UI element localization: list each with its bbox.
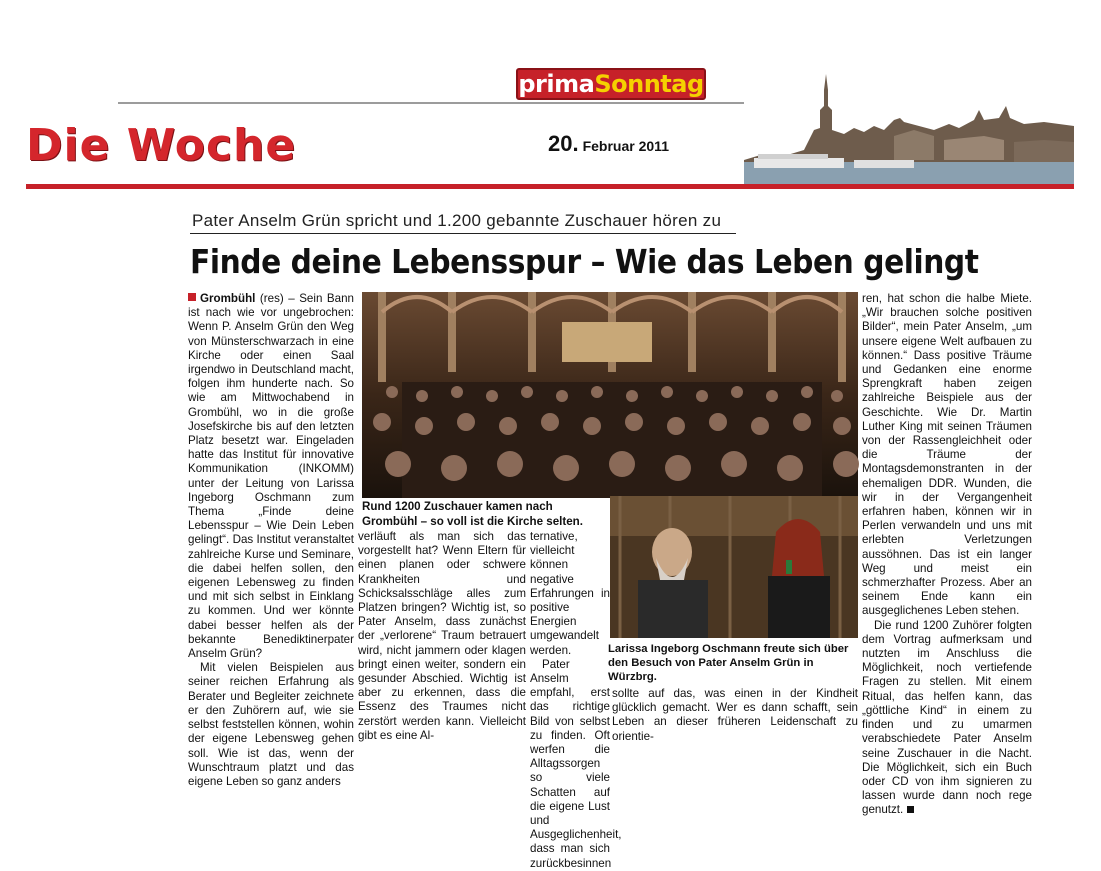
article-headline: Finde deine Lebensspur – Wie das Leben gelingt (190, 242, 979, 281)
church-photo-caption: Rund 1200 Zuschauer kamen nach Grombühl – so voll ist die Kirche selten. (362, 500, 583, 528)
logo-sonntag-text: Sonntag (594, 70, 704, 98)
col4-paragraph-2 (862, 619, 1032, 818)
col1-paragraph-1 (188, 292, 354, 661)
section-title: Die Woche (26, 120, 297, 171)
col1-paragraph-2: Mit vielen Beispielen aus seiner reichen Erfahrung als Berater und Begleiter zeichnete er den Zuhörern auf, wie sie selbst feststellen können, wohin der eigene Lebensweg gehen soll. Wie ist das, wenn der Wunschtraum platzt und das eigene Leben so ganz anders (188, 661, 354, 788)
location-marker-icon (188, 293, 196, 301)
article-column-4 (862, 292, 1032, 818)
col4-paragraph-2-text: Die rund 1200 Zuhörer folgten dem Vortrag aufmerksam und nutzten im Anschluss die Möglichkeit, noch vertiefende Fragen zu stellen. Mit einem Ritual, das helfen kann, das „göttliche Kind“ in einem zu finden und zu umarmen verabschiedete Pater Anselm seine Zuschauer in die Nacht. Die Möglichkeit, sich ein Buch oder CD von ihm signieren zu lassen wurde dann noch rege genutzt. (862, 618, 1032, 817)
article-column-1 (188, 292, 354, 789)
col3-paragraph-2: Pater Anselm empfahl, erst das richtige Bild von selbst zu finden. Oft werfen die Alltagssorgen so viele Schatten auf die eigene Lust und Ausgeglichenheit, dass man sich zurückbesinnen (530, 657, 622, 870)
speakers-photo (610, 496, 858, 638)
logo-prima-text: prima (518, 70, 595, 98)
col3-paragraph-1: ternative, vielleicht können negative Erfahrungen in positive Energien umgewandelt werden. (530, 530, 610, 657)
col4-paragraph-1: ren, hat schon die halbe Miete. „Wir brauchen solche positiven Bilder“, mein Pater Anselm, „um unsere eigene Welt aufbauen zu können.“ Dass positive Träume und Gedanken eine enorme Sprengkraft haben zeigen zahlreiche Beispiele aus der Geschichte. Wie Dr. Martin Luther King mit seinen Träumen von der Rassengleichheit oder die Träume der Montagsdemonstranten in der ehemaligen DDR. Wunden, die wir in der Vergangenheit erfahren haben, können wir in Perlen verwandeln und uns mit erlebten Verletzungen aussöhnen. Das ist ein langer Weg und meist ein schmerzhafter Prozess. Aber an seinem Ende kann ein ausgeglichenes Leben stehen. (862, 292, 1032, 618)
issue-date (548, 133, 669, 155)
article-column-2 (358, 530, 526, 743)
speakers-photo-caption: Larissa Ingeborg Oschmann freute sich über den Besuch von Pater Anselm Grün in Würzbrg. (608, 643, 849, 684)
article-end-mark-icon (907, 806, 914, 813)
city-skyline-photo (744, 70, 1074, 188)
col3-paragraph-3: sollte auf das, was einen in der Kindheit glücklich gemacht. Wer es dann schafft, sein Leben an dieser früheren Leidenschaft zu orientie- (612, 687, 858, 743)
article-kicker: Pater Anselm Grün spricht und 1.200 gebannte Zuschauer hören zu (192, 211, 722, 230)
prima-sonntag-logo (516, 68, 706, 100)
col1-paragraph-1-text: (res) – Sein Bann ist nach wie vor ungebrochen: Wenn P. Anselm Grün den Weg von Münsterschwarzach in eine Kirche oder einen Saal irgendwo in Deutschland macht, folgen ihm hunderte nach. So wie am Mittwochabend in Grombühl, wo in die große Josefskirche bis auf den letzten Platz besetzt war. Eingeladen hatte das Institut für innovative Kommunikation (INKOMM) unter der Leitung von Larissa Ingeborg Oschmann zum Thema „Finde deine Lebensspur – Wie Dein Leben gelingt“. Das Institut veranstaltet zahlreiche Kurse und Seminare, die dabei helfen sollen, den eigenen Lebensweg zu finden und mit sich selbst in Einklang zu kommen. Und wer könnte dabei besser helfen als der bekannte Benediktinerpater Anselm Grün? (188, 292, 354, 661)
dateline-location: Grombühl (200, 292, 256, 305)
kicker-underline (190, 233, 736, 234)
issue-date-month-year: Februar 2011 (582, 138, 669, 154)
article-column-3 (530, 530, 622, 871)
article-column-3-continued (612, 687, 858, 744)
church-audience-photo (362, 292, 858, 498)
issue-date-day: 20. (548, 131, 579, 156)
masthead-red-rule (26, 184, 1074, 189)
col2-paragraph: verläuft als man sich das vorgestellt hat? Wenn Eltern für einen planen oder schwere Krankheiten und Schicksalsschläge alles zum Platzen bringen? Wichtig ist, so Pater Anselm, dass zunächst der „verlorene“ Traum betrauert wird, nicht jammern oder klagen bringt einen weiter, sondern ein gesunder Abschied. Wichtig ist aber zu erkennen, dass die Essenz des Traumes nicht zerstört werden kann. Vielleicht gibt es eine Al- (358, 530, 526, 742)
